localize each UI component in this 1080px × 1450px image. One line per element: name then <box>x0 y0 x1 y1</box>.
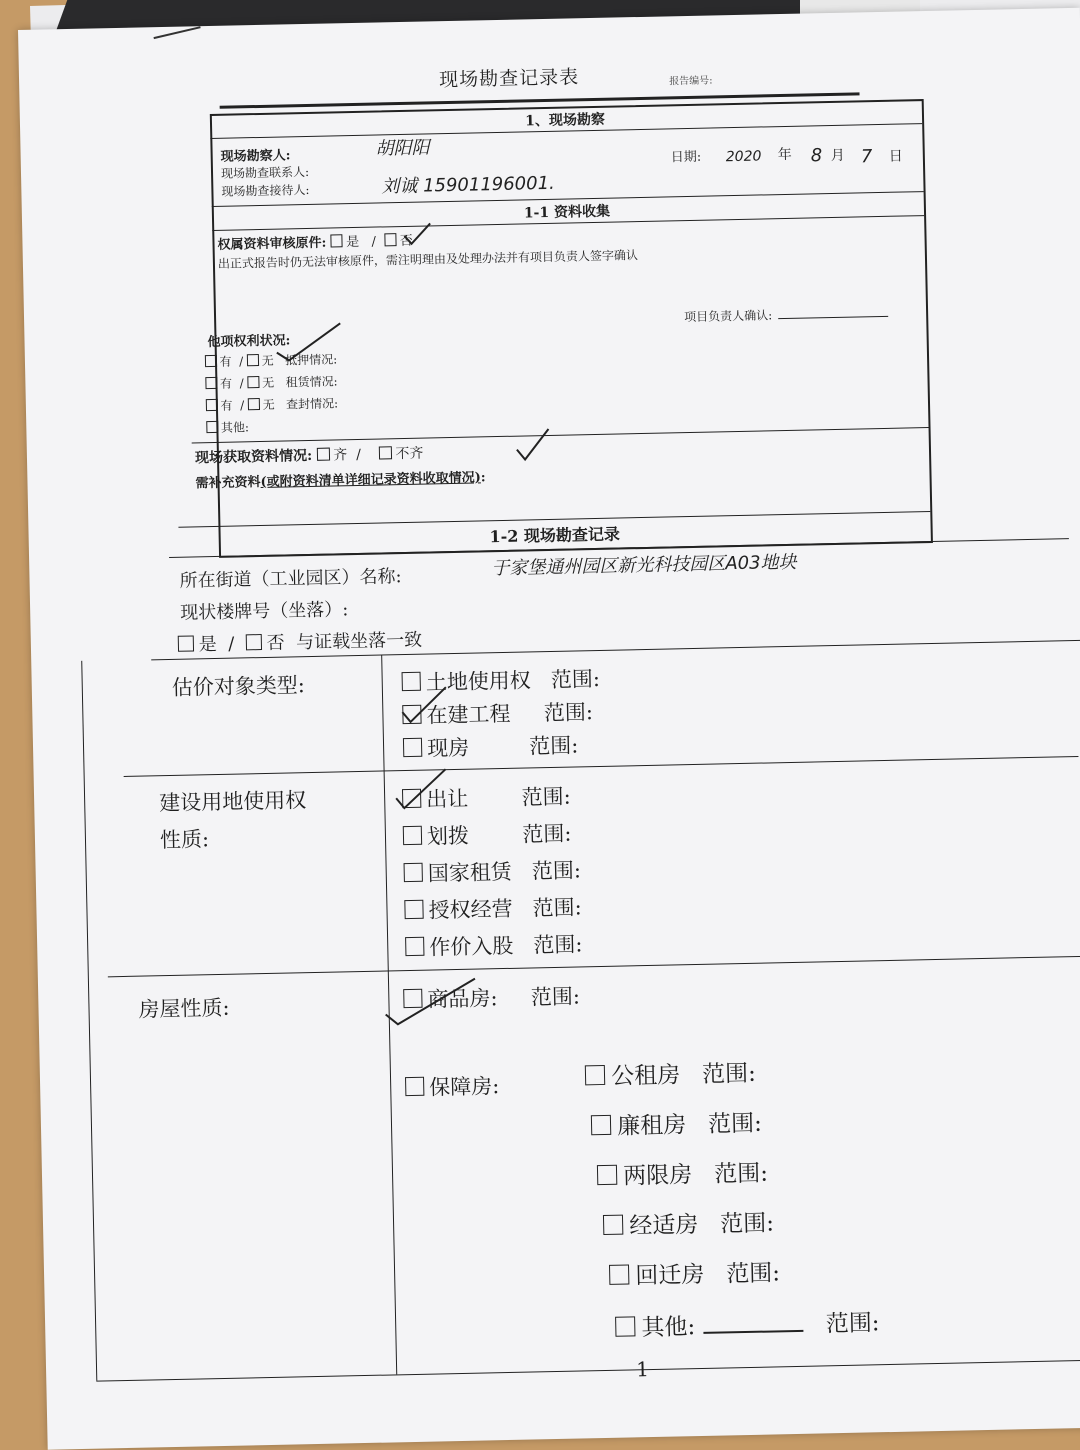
affordable-row <box>405 1070 500 1102</box>
land-nature-top <box>124 756 1079 777</box>
land-nature-4 <box>404 891 582 925</box>
section-12-heading: 1-2 现场勘查记录 <box>489 524 621 547</box>
commodity-label: 商品房: <box>427 986 498 1012</box>
date-label: 日期: <box>670 149 702 166</box>
house-nature-top <box>108 956 1080 978</box>
land-nature-5 <box>405 928 583 962</box>
affordable-type-4 <box>603 1204 774 1241</box>
orig-no-checkbox[interactable] <box>384 233 397 246</box>
plate-label: 现状楼牌号（坐落）: <box>180 599 349 624</box>
complete-checkbox[interactable] <box>316 447 329 460</box>
house-other-label: 其他: <box>641 1314 696 1342</box>
inspector-label: 现场勘察人: <box>220 148 291 165</box>
scope-label: 范围: <box>531 858 582 884</box>
land-nature-3-label: 国家租赁 <box>427 859 513 886</box>
other-rights-label: 他项权利状况: <box>207 333 291 351</box>
page-title: 现场勘查记录表 <box>438 66 580 92</box>
scope-label: 范围: <box>825 1310 880 1338</box>
orig-no-label: 否 <box>399 233 413 250</box>
report-number-label: 报告编号: <box>669 75 713 88</box>
seizure-yes-checkbox[interactable] <box>206 399 218 411</box>
form-left-border <box>81 661 97 1381</box>
scope-label: 范围: <box>707 1110 763 1138</box>
house-nature-label: 房屋性质: <box>138 995 230 1022</box>
day-char: 日 <box>888 148 904 165</box>
opt-no: 无 <box>261 353 274 368</box>
public-rental-checkbox[interactable] <box>585 1065 606 1086</box>
page-number: 1 <box>635 1357 650 1382</box>
scope-label: 范围: <box>530 984 581 1010</box>
affordable-type-4-label: 经适房 <box>629 1212 699 1240</box>
orig-docs-label: 权属资料审核原件: <box>217 235 327 253</box>
scope-label: 范围: <box>522 821 572 847</box>
check-mark-incomplete <box>514 427 551 464</box>
inspector-signature: 胡阳阳 <box>375 137 430 160</box>
year-char: 年 <box>777 146 792 164</box>
slash: / <box>228 633 235 655</box>
rights-row-mortgage: 有 / 无 抵押情况: <box>205 350 338 370</box>
opt-no: 无 <box>262 375 275 390</box>
check-mark-grant <box>394 767 451 812</box>
affordable-type-3 <box>597 1155 768 1192</box>
check-mark-commodity <box>383 977 480 1029</box>
affordable-label: 保障房: <box>429 1074 500 1100</box>
orig-docs-note: 出正式报告时仍无法审核原件，需注明理由及处理办法并有项目负责人签字确认 <box>217 248 639 271</box>
scope-label: 范围: <box>533 932 583 958</box>
onsite-label: 现场获取资料情况: <box>194 447 313 467</box>
lease-no-checkbox[interactable] <box>247 376 259 388</box>
object-type-3 <box>403 729 579 763</box>
orig-yes-label: 是 <box>345 234 360 251</box>
rights-row-seizure: 有 / 无 查封情况: <box>206 394 339 414</box>
object-type-2-label: 在建工程 <box>426 701 511 728</box>
equity-contribution-checkbox[interactable] <box>405 937 424 956</box>
resettlement-checkbox[interactable] <box>609 1264 630 1285</box>
seizure-label: 查封情况: <box>285 396 339 412</box>
pen-stroke <box>153 26 200 39</box>
incomplete-label: 不齐 <box>395 445 424 463</box>
rights-row-other <box>206 418 249 436</box>
consistent-yes: 是 <box>198 633 218 656</box>
supplement-suffix: : <box>480 470 486 486</box>
scope-label: 范围: <box>543 700 594 726</box>
rights-row-lease: 有 / 无 租赁情况: <box>205 372 338 392</box>
affordable-type-2-label: 廉租房 <box>616 1112 687 1140</box>
month-char: 月 <box>830 147 845 165</box>
scope-label: 范围: <box>528 733 579 759</box>
affordable-type-1 <box>585 1055 756 1092</box>
other-checkbox[interactable] <box>206 421 218 433</box>
opt-yes: 有 <box>219 354 232 369</box>
affordable-type-2 <box>591 1105 762 1142</box>
incomplete-checkbox[interactable] <box>379 446 392 459</box>
form-paper <box>18 8 1080 1450</box>
scope-label: 范围: <box>532 895 582 921</box>
onsite-row: 现场获取资料情况: 齐 / 不齐 <box>194 445 424 467</box>
state-lease-checkbox[interactable] <box>404 863 423 882</box>
land-nature-5-label: 作价入股 <box>429 933 514 960</box>
land-nature-4-label: 授权经营 <box>428 896 513 923</box>
land-nature-3 <box>403 854 581 888</box>
mortgage-no-checkbox[interactable] <box>247 354 259 366</box>
opt-no: 无 <box>262 397 275 412</box>
supplement-prefix: 需补充资料 <box>195 475 261 492</box>
date-day: 7 <box>860 146 873 168</box>
receiver-label: 现场勘查接待人: <box>221 182 310 199</box>
land-nature-2-label: 划拨 <box>426 823 470 849</box>
affordable-type-1-label: 公租房 <box>610 1062 681 1090</box>
scope-label: 范围: <box>719 1210 775 1238</box>
low-rent-checkbox[interactable] <box>591 1115 612 1136</box>
lease-yes-checkbox[interactable] <box>205 377 217 389</box>
economic-housing-checkbox[interactable] <box>603 1214 624 1235</box>
section-11-heading: 1-1 资料收集 <box>523 203 611 222</box>
consistent-no-checkbox[interactable] <box>246 634 263 651</box>
price-capped-checkbox[interactable] <box>597 1164 618 1185</box>
house-other-checkbox[interactable] <box>615 1316 636 1337</box>
scope-label: 范围: <box>713 1160 769 1188</box>
date-month: 8 <box>810 145 823 167</box>
date-year: 2020 <box>725 148 762 166</box>
check-mark-under-construction <box>400 685 451 726</box>
check-mark-orig-yes <box>399 221 433 250</box>
authorized-operation-checkbox[interactable] <box>404 900 423 919</box>
scope-label: 范围: <box>726 1260 781 1288</box>
scope-label: 范围: <box>521 784 571 810</box>
street-label: 所在街道（工业园区）名称: <box>179 566 402 592</box>
orig-docs-row <box>217 230 413 253</box>
consistent-row <box>178 626 423 657</box>
pm-confirm-label: 项目负责人确认: <box>684 308 773 325</box>
form-bottom-border <box>96 1360 1080 1382</box>
orig-yes-checkbox[interactable] <box>330 234 343 247</box>
allocation-checkbox[interactable] <box>403 826 422 845</box>
opt-yes: 有 <box>220 398 233 413</box>
consistent-label: 与证载坐落一致 <box>295 629 423 654</box>
section-1-heading: 1、现场勘察 <box>524 111 606 130</box>
pm-signature-line[interactable] <box>778 316 888 319</box>
affordable-type-5 <box>609 1254 780 1291</box>
land-nature-label-2: 性质: <box>159 827 210 853</box>
lease-label: 租赁情况: <box>285 374 338 390</box>
slash: / <box>371 234 377 250</box>
contact-label: 现场勘查联系人: <box>220 164 310 181</box>
land-nature-label: 建设用地使用权 <box>158 788 307 816</box>
affordable-type-3-label: 两限房 <box>623 1162 693 1190</box>
receiver-handwriting: 刘诚 15901196001. <box>381 172 555 198</box>
land-nature-1-label: 出让 <box>426 786 469 812</box>
scope-label: 范围: <box>701 1060 757 1088</box>
object-type-1-label: 土地使用权 <box>425 668 532 695</box>
opt-yes: 有 <box>219 376 233 391</box>
seizure-no-checkbox[interactable] <box>248 398 260 410</box>
existing-house-checkbox[interactable] <box>403 738 422 757</box>
scope-label: 范围: <box>550 666 601 692</box>
object-type-3-label: 现房 <box>426 735 470 761</box>
object-type-label: 估价对象类型: <box>171 673 306 700</box>
street-handwriting: 于家堡通州园区新光科技园区A03地块 <box>491 551 797 580</box>
consistent-no: 否 <box>266 632 285 654</box>
house-other-row <box>615 1304 880 1343</box>
consistent-yes-checkbox[interactable] <box>178 635 195 652</box>
supplement-note: (或附资料清单详细记录资料收取情况) <box>260 470 481 491</box>
land-nature-2 <box>403 818 572 852</box>
complete-label: 齐 <box>333 447 348 464</box>
mortgage-yes-checkbox[interactable] <box>205 355 217 367</box>
affordable-type-5-label: 回迁房 <box>635 1261 705 1290</box>
house-other-blank[interactable] <box>703 1330 803 1334</box>
other-label: 其他: <box>220 420 250 435</box>
mortgage-label: 抵押情况: <box>285 352 338 368</box>
affordable-checkbox[interactable] <box>405 1077 424 1096</box>
